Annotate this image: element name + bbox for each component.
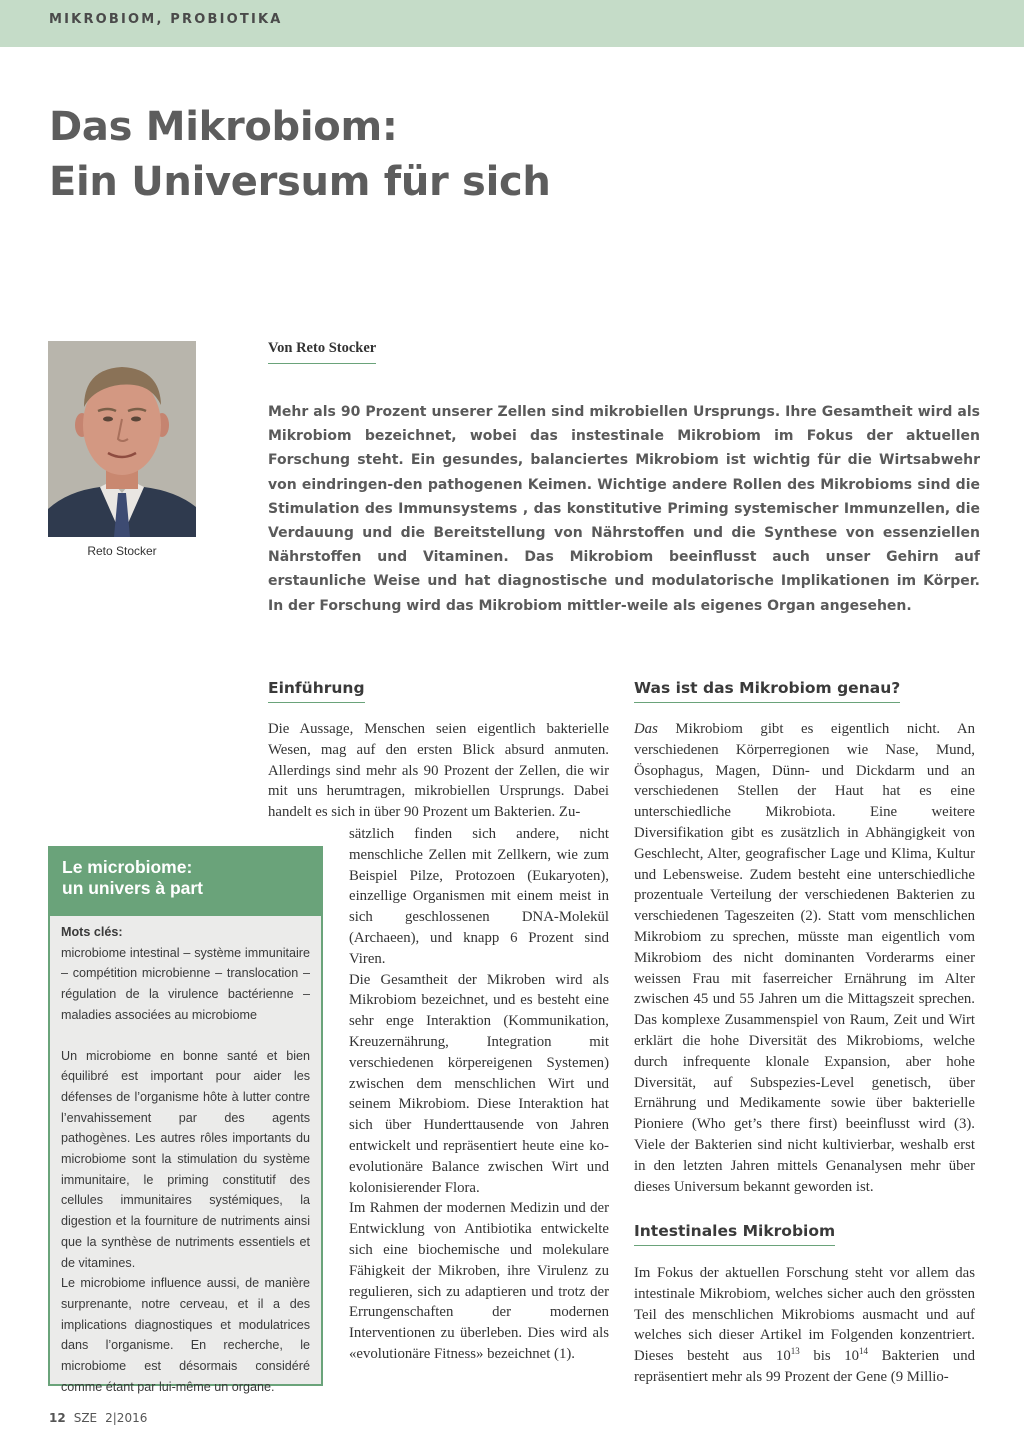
- col2-paragraph-1-text: Mikrobiom gibt es eigentlich nicht. An verschiedenen Körperregionen wie Nase, Mund, Ösophagus, Magen, Dünn- und Dickdarm und an verschiedenen Stellen der Haut hat es eine unterschiedliche Mikrobiota. Eine weitere Diversifikation gibt es zusätzlich in Abhängigkeit von Geschlecht, Alter, geografischer Lage und Klima, Kultur und Lebensweise. Zudem besteht eine unterschiedliche prozentuale Verteilung der verschiedenen Bakterien zu verschiedenen Tageszeiten (2). Statt vom menschlichen Mikrobiom zu sprechen, müsste man eigentlich vom Mikrobiom des nicht dominanten Vorderarms einer weissen Frau mit faserreicher Ernährung im Alter zwischen 45 und 55 Jahren um die Mittagszeit sprechen. Das komplexe Zusammenspiel von Raum, Zeit und Wirt erklärt die hohe Diversität des Mikrobioms, welche durch infrequente klonale Expansion, aber hohe Diversität, auf Subspezies-Level genetisch, über Ernährung und Medikamente sowie über bakterielle Pioniere (Who get’s there first) beeinflusst wird (3). Viele der Bakterien sind nicht kultivierbar, weshalb erst in den letzten Jahren mittels Genanalysen mehr über dieses Universum bekannt geworden ist.: [634, 721, 975, 1195]
- col1-paragraph-1: sätzlich finden sich andere, nicht menschliche Zellen mit Zellkern, wie zum Beispiel Pilze, Protozoen (Eukaryoten), einzellige Organismen mit einem meist in sich geschlossenen DNA-Molekül (Archaeen), und knapp 6 Prozent sind Viren.: [349, 826, 609, 967]
- exponent-14: 14: [859, 1346, 869, 1357]
- col2-paragraph-1: [634, 719, 975, 1197]
- col1-intro: [268, 719, 609, 823]
- col2-paragraph-2-part-c: Bakterien und repräsentiert mehr als 99 Prozent der Gene (9 Millio-: [634, 1348, 975, 1385]
- author-photo: [48, 341, 196, 537]
- col2-paragraph-2-part-b: bis 10: [799, 1348, 860, 1365]
- summary-paragraph-2: Le microbiome influence aussi, de manière surprenante, notre cerveau, et il a des implications diagnostiques et modulatrices dans l’organisme. En recherche, le microbiome est désormais considéré comme étant par lui-même un organe.: [61, 1276, 310, 1394]
- col1-paragraph-3: Im Rahmen der modernen Medizin und der Entwicklung von Antibiotika entwickelte sich eine biochemische und molekulare Fähigkeit der Mikroben, ihre Virulenz zu regulieren, sich zu adaptieren und trotz der Errungenschaften der modernen Interventionen zu überleben. Dies wird als «evolutionäre Fitness» bezeichnet (1).: [349, 1200, 609, 1362]
- col1-body: [349, 824, 609, 1365]
- french-summary-box: [48, 846, 323, 1394]
- exponent-13: 13: [790, 1346, 800, 1357]
- heading-was-ist-mikrobiom: Was ist das Mikrobiom genau?: [634, 679, 900, 703]
- summary-title-line1: Le microbiome:: [62, 857, 193, 877]
- page-number: 12: [49, 1411, 66, 1425]
- issue-number: 2|2016: [105, 1411, 148, 1425]
- summary-box-title: [50, 848, 321, 916]
- magazine-name: SZE: [73, 1411, 98, 1425]
- col1-intro-paragraph: Die Aussage, Menschen seien eigentlich bakterielle Wesen, mag auf den ersten Blick absurd anmuten. Allerdings sind mehr als 90 Prozent der Zellen, die wir mit uns herumtragen, mikrobiellen Ursprungs. Dabei handelt es sich in über 90 Prozent um Bakterien. Zu-: [268, 721, 609, 821]
- summary-box-body: [50, 916, 321, 1397]
- col2-section1: [634, 719, 975, 1197]
- author-portrait-illustration: [48, 341, 196, 537]
- photo-caption: Reto Stocker: [87, 544, 157, 558]
- col2-paragraph-1-lead-word: Das: [634, 721, 658, 737]
- page-footer: [49, 1411, 147, 1425]
- col2-paragraph-2-part-a: Im Fokus der aktuellen Forschung steht vor allem das intestinale Mikrobiom, welches sicher auch den grössten Teil des menschlichen Mikrobioms ausmacht und auf welches sich dieser Artikel im Folgenden konzentriert. Dieses besteht aus 10: [634, 1265, 975, 1365]
- article-title-line2: Ein Universum für sich: [49, 159, 551, 205]
- heading-intestinales-mikrobiom: Intestinales Mikrobiom: [634, 1222, 835, 1246]
- keywords-list: microbiome intestinal – système immunitaire – compétition microbienne – translocation – régulation de la virulence bactérienne – maladies associées au microbiome: [61, 945, 310, 1022]
- lead-paragraph: Mehr als 90 Prozent unserer Zellen sind mikrobiellen Ursprungs. Ihre Gesamtheit wird als Mikrobiom bezeichnet, wobei das instestinale Mikrobiom im Fokus der aktuellen Forschung steht. Ein gesundes, balanciertes Mikrobiom ist wichtig für die Wirtsabwehr von eindringen-den pathogenen Keimen. Wichtige andere Rollen des Mikrobioms sind die Stimulation des Immunsystems , das konstitutive Priming systemischer Immunzellen, die Verdauung und die Bereitstellung von Nährstoffen und die Synthese von essenziellen Nährstoffen und Vitaminen. Das Mikrobiom beeinflusst auch unser Gehirn auf erstaunliche Weise und hat diagnostische und modulatorische Implikationen im Körper. In der Forschung wird das Mikrobiom mittler-weile als eigenes Organ angesehen.: [268, 404, 980, 614]
- col1-paragraph-2: Die Gesamtheit der Mikroben wird als Mikrobiom bezeichnet, und es besteht eine sehr enge Interaktion (Kommunikation, Kreuzernährung, Integration mit verschiedenen körpereigenen Systemen) zwischen dem menschlichen Wirt und seinem Mikrobiom. Diese Interaktion hat sich über Hunderttausende von Jahren entwickelt und repräsentiert heute eine ko-evolutionäre Balance zwischen Wirt und kolonisierender Flora.: [349, 971, 609, 1196]
- article-title-line1: Das Mikrobiom:: [49, 104, 398, 150]
- col2-section2: [634, 1263, 975, 1388]
- col2-paragraph-2: [634, 1263, 975, 1388]
- author-byline: Von Reto Stocker: [268, 340, 376, 364]
- article-title: [49, 100, 551, 210]
- section-header-band: [0, 0, 1024, 47]
- paragraph-gap: [61, 1026, 310, 1046]
- summary-title-line2: un univers à part: [62, 878, 204, 898]
- heading-einfuehrung: Einführung: [268, 679, 365, 703]
- summary-paragraph-1: Un microbiome en bonne santé et bien équilibré est important pour aider les défenses de l’organisme hôte à lutter contre l’envahissement par des agents pathogènes. Les autres rôles importants du microbiome sont la stimulation du système immunitaire, le priming constitutif des cellules immunitaires systémiques, la digestion et la fourniture de nutriments ainsi que la synthèse de nutriments essentiels et de vitamines.: [61, 1048, 310, 1270]
- section-label: MIKROBIOM, PROBIOTIKA: [49, 12, 283, 27]
- keywords-label: Mots clés:: [61, 925, 123, 939]
